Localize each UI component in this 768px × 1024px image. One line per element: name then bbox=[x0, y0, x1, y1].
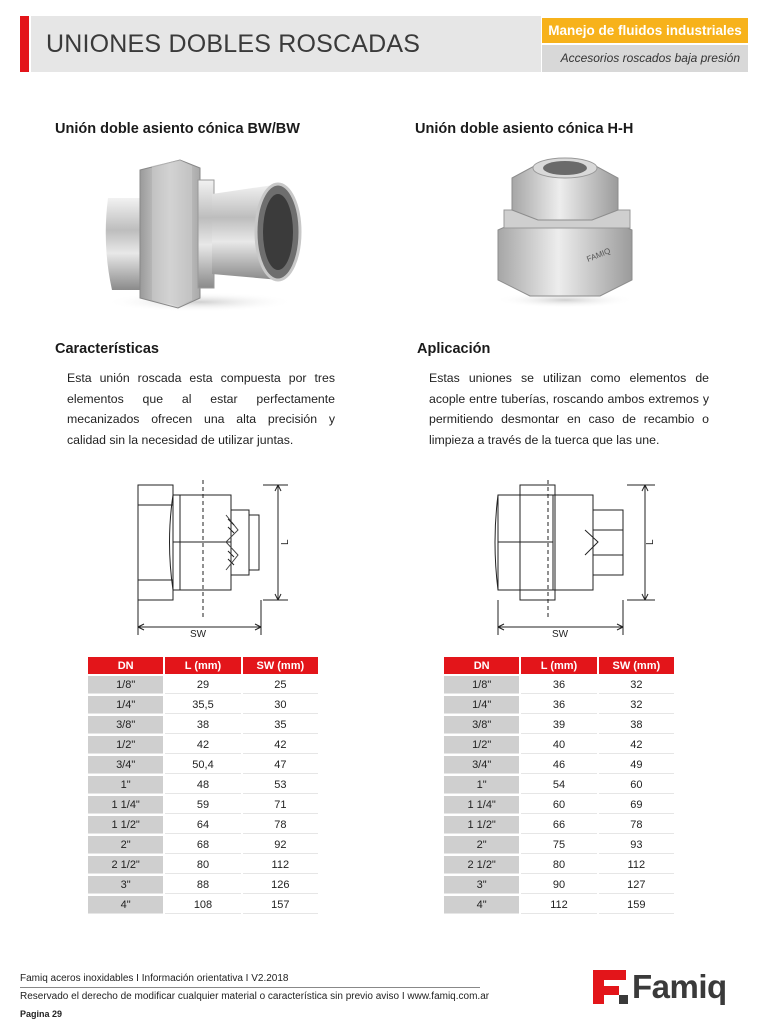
cell-sw: 69 bbox=[599, 796, 674, 814]
table-row bbox=[88, 896, 318, 914]
cell-dn: 2 1/2" bbox=[444, 856, 519, 874]
cell-l: 64 bbox=[165, 816, 240, 834]
cell-sw: 93 bbox=[599, 836, 674, 854]
cell-dn: 1 1/2" bbox=[88, 816, 163, 834]
subcategory-label: Accesorios roscados baja presión bbox=[542, 45, 748, 72]
cell-sw: 127 bbox=[599, 876, 674, 894]
table-header-row bbox=[444, 657, 674, 674]
cell-dn: 1 1/4" bbox=[88, 796, 163, 814]
cell-dn: 1/8" bbox=[444, 676, 519, 694]
photo-brand-mark: FAMIQ bbox=[585, 246, 612, 264]
table-row bbox=[88, 716, 318, 734]
cell-l: 112 bbox=[521, 896, 596, 914]
cell-sw: 78 bbox=[599, 816, 674, 834]
table-header-row bbox=[88, 657, 318, 674]
cell-l: 60 bbox=[521, 796, 596, 814]
logo-wordmark: Famiq bbox=[632, 968, 727, 1005]
page-number: Pagina 29 bbox=[20, 1009, 63, 1019]
table-row bbox=[88, 756, 318, 774]
cell-l: 29 bbox=[165, 676, 240, 694]
cell-dn: 3/8" bbox=[88, 716, 163, 734]
table-row bbox=[444, 856, 674, 874]
cell-l: 80 bbox=[521, 856, 596, 874]
cell-dn: 4" bbox=[88, 896, 163, 914]
cell-sw: 49 bbox=[599, 756, 674, 774]
cell-sw: 42 bbox=[243, 736, 318, 754]
cell-sw: 159 bbox=[599, 896, 674, 914]
cell-l: 59 bbox=[165, 796, 240, 814]
table-row bbox=[444, 896, 674, 914]
header-dn: DN bbox=[88, 657, 163, 674]
cell-dn: 3/4" bbox=[88, 756, 163, 774]
hh-spec-table bbox=[442, 655, 676, 916]
cell-l: 66 bbox=[521, 816, 596, 834]
cell-sw: 78 bbox=[243, 816, 318, 834]
table-row bbox=[88, 676, 318, 694]
header-dn: DN bbox=[444, 657, 519, 674]
cell-sw: 112 bbox=[243, 856, 318, 874]
table-row bbox=[88, 836, 318, 854]
cell-sw: 38 bbox=[599, 716, 674, 734]
footer-disclaimer: Reservado el derecho de modificar cualquier material o característica sin previo aviso I www.famiq.com.ar bbox=[20, 991, 490, 1002]
cell-l: 46 bbox=[521, 756, 596, 774]
diagram-right-sw-label: SW bbox=[552, 629, 569, 640]
cell-l: 36 bbox=[521, 676, 596, 694]
cell-sw: 35 bbox=[243, 716, 318, 734]
cell-l: 75 bbox=[521, 836, 596, 854]
right-product-title: Unión doble asiento cónica H-H bbox=[415, 121, 634, 137]
cell-sw: 25 bbox=[243, 676, 318, 694]
cell-sw: 60 bbox=[599, 776, 674, 794]
cell-l: 48 bbox=[165, 776, 240, 794]
cell-dn: 1/8" bbox=[88, 676, 163, 694]
cell-sw: 30 bbox=[243, 696, 318, 714]
table-row bbox=[444, 816, 674, 834]
cell-l: 88 bbox=[165, 876, 240, 894]
table-row bbox=[88, 856, 318, 874]
cell-dn: 2" bbox=[88, 836, 163, 854]
header-sw: SW (mm) bbox=[599, 657, 674, 674]
cell-l: 80 bbox=[165, 856, 240, 874]
table-row bbox=[88, 776, 318, 794]
cell-l: 35,5 bbox=[165, 696, 240, 714]
table-row bbox=[88, 816, 318, 834]
cell-dn: 1/4" bbox=[88, 696, 163, 714]
diagram-left-sw-label: SW bbox=[190, 629, 207, 640]
table-row bbox=[444, 676, 674, 694]
table-row bbox=[444, 716, 674, 734]
footer-info: Famiq aceros inoxidables I Información orientativa I V2.2018 bbox=[20, 973, 289, 984]
application-title: Aplicación bbox=[417, 341, 491, 357]
cell-sw: 53 bbox=[243, 776, 318, 794]
header-sw: SW (mm) bbox=[243, 657, 318, 674]
cell-dn: 1/2" bbox=[88, 736, 163, 754]
table-row bbox=[88, 736, 318, 754]
cell-dn: 2" bbox=[444, 836, 519, 854]
characteristics-title: Características bbox=[55, 341, 159, 357]
hh-union-photo bbox=[490, 150, 640, 310]
cell-dn: 1" bbox=[444, 776, 519, 794]
cell-dn: 1 1/4" bbox=[444, 796, 519, 814]
header-l: L (mm) bbox=[165, 657, 240, 674]
cell-l: 42 bbox=[165, 736, 240, 754]
table-row bbox=[444, 736, 674, 754]
cell-dn: 3/8" bbox=[444, 716, 519, 734]
hh-union-diagram bbox=[490, 475, 670, 645]
page-title: UNIONES DOBLES ROSCADAS bbox=[46, 30, 421, 58]
cell-dn: 1" bbox=[88, 776, 163, 794]
cell-dn: 3" bbox=[444, 876, 519, 894]
diagram-right-l-label: L bbox=[645, 539, 656, 545]
header-accent-bar bbox=[20, 16, 29, 72]
footer-divider bbox=[20, 987, 480, 988]
diagram-left-l-label: L bbox=[280, 539, 291, 545]
table-row bbox=[88, 796, 318, 814]
table-row bbox=[444, 876, 674, 894]
cell-sw: 112 bbox=[599, 856, 674, 874]
cell-sw: 47 bbox=[243, 756, 318, 774]
cell-dn: 3" bbox=[88, 876, 163, 894]
table-row bbox=[88, 876, 318, 894]
cell-sw: 32 bbox=[599, 676, 674, 694]
bw-union-photo bbox=[100, 150, 310, 315]
table-row bbox=[444, 836, 674, 854]
cell-l: 54 bbox=[521, 776, 596, 794]
cell-l: 50,4 bbox=[165, 756, 240, 774]
header-l: L (mm) bbox=[521, 657, 596, 674]
cell-l: 68 bbox=[165, 836, 240, 854]
cell-l: 38 bbox=[165, 716, 240, 734]
table-row bbox=[444, 756, 674, 774]
table-row bbox=[444, 696, 674, 714]
cell-dn: 2 1/2" bbox=[88, 856, 163, 874]
cell-l: 40 bbox=[521, 736, 596, 754]
cell-l: 90 bbox=[521, 876, 596, 894]
cell-l: 108 bbox=[165, 896, 240, 914]
cell-dn: 1/4" bbox=[444, 696, 519, 714]
table-row bbox=[444, 796, 674, 814]
cell-sw: 42 bbox=[599, 736, 674, 754]
cell-sw: 126 bbox=[243, 876, 318, 894]
cell-dn: 4" bbox=[444, 896, 519, 914]
characteristics-text: Esta unión roscada esta compuesta por tres elementos que al estar perfectamente mecanizados ofrecen una alta precisión y calidad sin la necesidad de utilizar juntas. bbox=[67, 371, 335, 447]
left-product-title: Unión doble asiento cónica BW/BW bbox=[55, 121, 300, 137]
bw-union-diagram bbox=[128, 475, 308, 645]
cell-sw: 32 bbox=[599, 696, 674, 714]
cell-sw: 71 bbox=[243, 796, 318, 814]
cell-dn: 1/2" bbox=[444, 736, 519, 754]
cell-dn: 1 1/2" bbox=[444, 816, 519, 834]
category-label: Manejo de fluidos industriales bbox=[542, 18, 748, 43]
cell-l: 39 bbox=[521, 716, 596, 734]
application-text: Estas uniones se utilizan como elementos de acople entre tuberías, roscando ambos extremos y permitiendo desmontar en caso de recambio o limpieza a través de la tuerca que las une. bbox=[429, 371, 709, 447]
cell-sw: 92 bbox=[243, 836, 318, 854]
cell-l: 36 bbox=[521, 696, 596, 714]
cell-dn: 3/4" bbox=[444, 756, 519, 774]
cell-sw: 157 bbox=[243, 896, 318, 914]
bw-spec-table bbox=[86, 655, 320, 916]
table-row bbox=[88, 696, 318, 714]
table-row bbox=[444, 776, 674, 794]
